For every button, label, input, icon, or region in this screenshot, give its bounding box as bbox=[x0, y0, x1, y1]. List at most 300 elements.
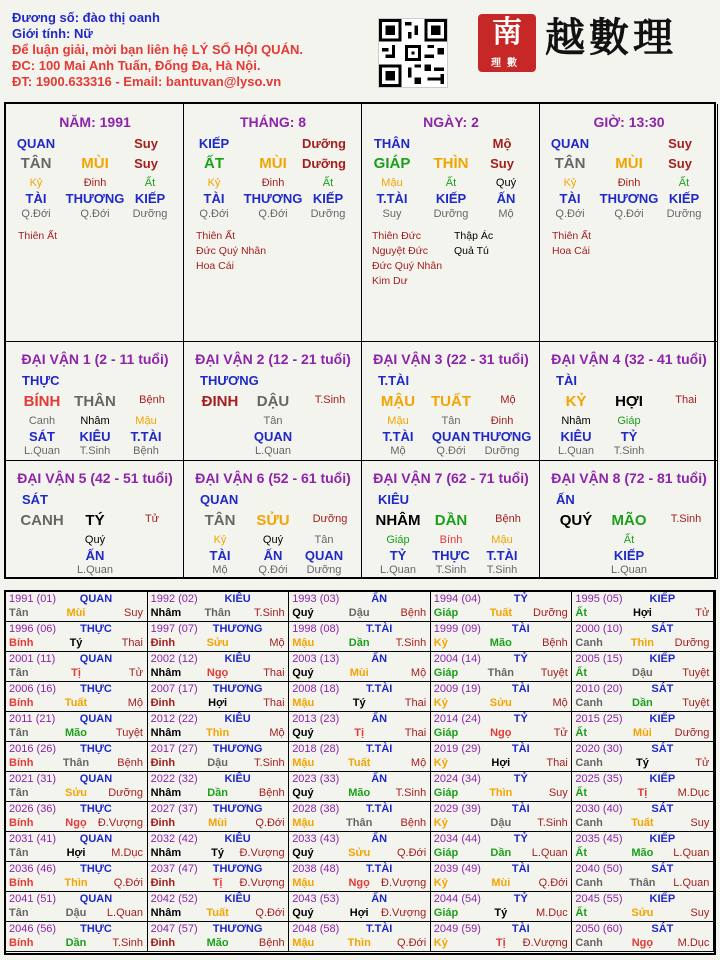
year-stem: Đinh bbox=[150, 697, 176, 709]
year-state: Đ.Vượng bbox=[239, 877, 285, 889]
year-label: 2007 (17) bbox=[150, 683, 198, 695]
year-branch: Tị bbox=[354, 727, 365, 739]
pillar-state: Suy bbox=[134, 156, 158, 171]
year-state: Đ.Vượng bbox=[522, 937, 568, 949]
year-branch: Thân bbox=[487, 667, 514, 679]
pillar-state-top: Suy bbox=[134, 136, 158, 151]
hidden-god: TÀI bbox=[209, 548, 231, 563]
year-god: THỰC bbox=[80, 683, 112, 695]
year-stem: Nhâm bbox=[150, 607, 182, 619]
hidden-note: Q.Đới bbox=[436, 445, 466, 457]
year-god: KIÊU bbox=[224, 833, 251, 845]
year-branch: Mùi bbox=[349, 667, 369, 679]
year-stem: Canh bbox=[575, 697, 603, 709]
hidden-god: ẤN bbox=[263, 548, 283, 563]
year-branch: Hợi bbox=[208, 697, 228, 709]
year-state: Thai bbox=[121, 637, 143, 649]
header-line-0 bbox=[12, 10, 160, 26]
year-stem: Canh bbox=[575, 637, 603, 649]
year-state: Q.Đới bbox=[396, 937, 427, 949]
year-label: 2026 (36) bbox=[9, 803, 57, 815]
star-item: Thiên Đức bbox=[372, 230, 422, 242]
hidden-god: KIẾP bbox=[668, 191, 700, 206]
year-label: 2045 (55) bbox=[575, 893, 623, 905]
year-state: M.Dục bbox=[111, 847, 143, 859]
year-state: Q.Đới bbox=[113, 877, 143, 889]
year-label: 2041 (51) bbox=[9, 893, 57, 905]
year-stem: Giáp bbox=[433, 607, 459, 619]
year-state: Bệnh bbox=[117, 757, 143, 769]
dai-van-god: THỰC bbox=[22, 373, 60, 388]
year-state: Tuyệt bbox=[540, 667, 568, 679]
year-label: 2031 (41) bbox=[9, 833, 57, 845]
year-god: KIẾP bbox=[649, 653, 676, 665]
year-stem: Mậu bbox=[292, 817, 315, 829]
year-branch: Dậu bbox=[632, 667, 653, 679]
year-state: Dưỡng bbox=[674, 637, 710, 649]
year-god: TÀI bbox=[511, 923, 530, 935]
star-item: Quả Tú bbox=[454, 245, 489, 257]
year-cell bbox=[6, 892, 148, 922]
hidden-stem: Tân bbox=[263, 415, 283, 427]
year-god: THƯƠNG bbox=[212, 623, 263, 635]
pillar-state-top: Suy bbox=[668, 136, 692, 151]
year-cell bbox=[431, 622, 573, 652]
year-stem: Quý bbox=[292, 907, 314, 919]
year-cell bbox=[289, 772, 431, 802]
year-god: SÁT bbox=[651, 923, 674, 935]
header-line-2 bbox=[12, 42, 303, 58]
pillars-grid bbox=[4, 102, 716, 579]
year-stem: Bính bbox=[9, 937, 34, 949]
year-label: 1993 (03) bbox=[292, 593, 340, 605]
year-cell bbox=[6, 922, 148, 952]
year-branch: Ngọ bbox=[490, 727, 512, 739]
dai-van-god: ẤN bbox=[556, 492, 575, 507]
year-state: Suy bbox=[690, 817, 710, 829]
year-cell bbox=[572, 772, 714, 802]
year-cell bbox=[6, 802, 148, 832]
pillar-stem: TÂN bbox=[554, 155, 586, 172]
year-label: 2033 (43) bbox=[292, 833, 340, 845]
hidden-note: T.Sinh bbox=[613, 445, 645, 457]
star-item: Thiên Ất bbox=[196, 230, 236, 242]
year-label: 2000 (10) bbox=[575, 623, 623, 635]
hidden-stem: Canh bbox=[28, 415, 56, 427]
hidden-stem: Mậu bbox=[135, 415, 157, 427]
hidden-stem: Tân bbox=[441, 415, 461, 427]
year-label: 1999 (09) bbox=[433, 623, 481, 635]
year-stem: Bính bbox=[9, 757, 34, 769]
year-branch: Tị bbox=[71, 667, 81, 679]
year-branch: Sửu bbox=[489, 697, 512, 709]
dai-van-god: THƯƠNG bbox=[200, 373, 259, 388]
header bbox=[0, 0, 720, 100]
year-cell bbox=[148, 892, 290, 922]
hidden-god: THƯƠNG bbox=[472, 429, 532, 444]
year-branch: Tý bbox=[635, 757, 649, 769]
hidden-god: KIẾP bbox=[312, 191, 344, 206]
hidden-god: QUAN bbox=[431, 429, 471, 444]
year-state: Suy bbox=[548, 787, 568, 799]
year-cell bbox=[148, 712, 290, 742]
dai-van-title: ĐẠI VẬN 8 (72 - 81 tuổi) bbox=[551, 470, 707, 486]
year-cell bbox=[6, 682, 148, 712]
dai-van-cell bbox=[540, 342, 718, 461]
year-god: T.TÀI bbox=[366, 623, 393, 635]
year-cell bbox=[289, 862, 431, 892]
hidden-stem: Mậu bbox=[381, 177, 403, 189]
year-branch: Hợi bbox=[491, 757, 511, 769]
year-cell bbox=[148, 802, 290, 832]
year-state: Tử bbox=[695, 607, 710, 619]
year-branch: Tý bbox=[211, 847, 225, 859]
year-state: T.Sinh bbox=[395, 787, 427, 799]
year-state: Thai bbox=[404, 697, 427, 709]
year-god: THỰC bbox=[80, 923, 112, 935]
hidden-note: Suy bbox=[382, 208, 402, 220]
year-stem: Canh bbox=[575, 817, 603, 829]
year-state: Đ.Vượng bbox=[381, 907, 427, 919]
hidden-god: T.TÀI bbox=[376, 191, 408, 206]
hidden-note: Dưỡng bbox=[484, 445, 520, 457]
year-stem: Tân bbox=[9, 667, 29, 679]
year-state: Bệnh bbox=[400, 817, 427, 829]
hidden-note: L.Quan bbox=[610, 564, 648, 576]
year-branch: Mão bbox=[65, 727, 87, 739]
year-cell bbox=[572, 742, 714, 772]
year-label: 2021 (31) bbox=[9, 773, 57, 785]
hidden-note: Mộ bbox=[390, 445, 406, 457]
year-god: QUAN bbox=[79, 773, 113, 785]
hidden-god: THƯƠNG bbox=[599, 191, 659, 206]
year-stem: Ất bbox=[575, 607, 587, 619]
hidden-note: Q.Đới bbox=[258, 564, 288, 576]
year-label: 2032 (42) bbox=[150, 833, 198, 845]
dai-van-cell bbox=[362, 342, 540, 461]
year-branch: Sửu bbox=[631, 907, 654, 919]
year-state: Đ.Vượng bbox=[381, 877, 427, 889]
year-state: Thai bbox=[263, 667, 285, 679]
dai-van-title: ĐẠI VẬN 4 (32 - 41 tuổi) bbox=[551, 351, 707, 367]
year-branch: Mão bbox=[631, 847, 654, 859]
year-god: QUAN bbox=[79, 653, 113, 665]
dai-van-title: ĐẠI VẬN 1 (2 - 11 tuổi) bbox=[21, 351, 169, 367]
year-branch: Tuất bbox=[631, 817, 654, 829]
year-label: 2002 (12) bbox=[150, 653, 198, 665]
year-god: QUAN bbox=[79, 833, 113, 845]
year-cell bbox=[289, 682, 431, 712]
hidden-god: TỶ bbox=[389, 548, 407, 563]
year-label: 2030 (40) bbox=[575, 803, 623, 815]
year-stem: Ất bbox=[575, 787, 587, 799]
hidden-god: ẤN bbox=[496, 191, 516, 206]
year-label: 2016 (26) bbox=[9, 743, 57, 755]
year-cell bbox=[431, 922, 573, 952]
year-cell bbox=[572, 832, 714, 862]
year-god: TỶ bbox=[513, 593, 528, 605]
year-cell bbox=[148, 832, 290, 862]
year-branch: Ngọ bbox=[631, 937, 654, 949]
year-branch: Sửu bbox=[348, 847, 371, 859]
hidden-note: T.Sinh bbox=[486, 564, 518, 576]
hidden-note: Q.Đới bbox=[199, 208, 229, 220]
year-label: 1998 (08) bbox=[292, 623, 340, 635]
hidden-stem: Kỷ bbox=[563, 177, 577, 189]
hidden-note: L.Quan bbox=[76, 564, 114, 576]
year-god: TÀI bbox=[511, 623, 530, 635]
year-branch: Thìn bbox=[489, 787, 513, 799]
star-item: Nguyệt Đức bbox=[372, 245, 429, 257]
year-label: 2037 (47) bbox=[150, 863, 198, 875]
hidden-stem: Ất bbox=[322, 177, 334, 189]
dai-van-state: Dưỡng bbox=[312, 513, 348, 525]
dai-van-stem: MẬU bbox=[380, 393, 416, 410]
year-branch: Tuất bbox=[64, 697, 88, 709]
dai-van-god: SÁT bbox=[22, 492, 48, 507]
year-branch: Mùi bbox=[491, 877, 511, 889]
year-stem: Nhâm bbox=[150, 847, 182, 859]
year-god: T.TÀI bbox=[366, 863, 393, 875]
hidden-note: L.Quan bbox=[557, 445, 595, 457]
year-state: Q.Đới bbox=[396, 847, 427, 859]
year-state: Suy bbox=[690, 907, 710, 919]
pillar-title: THÁNG: 8 bbox=[239, 114, 307, 130]
dai-van-stem: NHÂM bbox=[375, 512, 421, 529]
header-line-4 bbox=[12, 74, 281, 90]
year-god: KIÊU bbox=[224, 773, 251, 785]
hidden-god: ẤN bbox=[85, 548, 105, 563]
year-cell bbox=[572, 682, 714, 712]
year-stem: Giáp bbox=[433, 847, 459, 859]
year-god: TÀI bbox=[511, 863, 530, 875]
year-label: 2009 (19) bbox=[433, 683, 481, 695]
year-branch: Mão bbox=[348, 787, 371, 799]
brand-title: 越數理 bbox=[545, 14, 677, 61]
year-god: ẤN bbox=[371, 893, 388, 905]
dai-van-state: T.Sinh bbox=[670, 513, 702, 525]
year-god: T.TÀI bbox=[366, 683, 393, 695]
hidden-note: Mộ bbox=[212, 564, 228, 576]
year-label: 2038 (48) bbox=[292, 863, 340, 875]
hidden-note: Dưỡng bbox=[310, 208, 346, 220]
year-state: T.Sinh bbox=[395, 637, 427, 649]
hidden-god: TÀI bbox=[559, 191, 581, 206]
star-item: Đức Quý Nhân bbox=[372, 260, 443, 272]
year-god: THỰC bbox=[80, 803, 112, 815]
year-stem: Đinh bbox=[150, 877, 176, 889]
year-god: ẤN bbox=[371, 833, 388, 845]
year-label: 2001 (11) bbox=[9, 653, 56, 665]
year-label: 2027 (37) bbox=[150, 803, 198, 815]
year-stem: Quý bbox=[292, 787, 314, 799]
year-label: 2042 (52) bbox=[150, 893, 198, 905]
year-state: M.Dục bbox=[677, 937, 710, 949]
year-label: 1997 (07) bbox=[150, 623, 198, 635]
year-stem: Tân bbox=[9, 907, 29, 919]
year-god: THƯƠNG bbox=[212, 683, 263, 695]
year-stem: Kỷ bbox=[433, 937, 448, 949]
year-state: Q.Đới bbox=[538, 877, 568, 889]
dai-van-stem: KỶ bbox=[565, 393, 587, 410]
year-cell bbox=[431, 862, 573, 892]
dai-van-branch: SỬU bbox=[256, 512, 290, 529]
pillar-branch: MÙI bbox=[615, 155, 643, 172]
dai-van-god: T.TÀI bbox=[378, 373, 410, 388]
year-cell bbox=[6, 772, 148, 802]
year-stem: Đinh bbox=[150, 757, 176, 769]
year-label: 2023 (33) bbox=[292, 773, 340, 785]
hidden-stem: Kỷ bbox=[29, 177, 43, 189]
year-label: 2006 (16) bbox=[9, 683, 57, 695]
year-label: 1991 (01) bbox=[9, 593, 57, 605]
year-label: 2036 (46) bbox=[9, 863, 57, 875]
year-cell bbox=[572, 802, 714, 832]
hidden-stem: Đinh bbox=[83, 177, 107, 189]
star-item: Thiên Ất bbox=[552, 230, 592, 242]
year-state: Mộ bbox=[410, 757, 427, 769]
year-stem: Mậu bbox=[292, 877, 315, 889]
annual-grid bbox=[4, 590, 716, 955]
year-state: L.Quan bbox=[673, 847, 710, 859]
year-stem: Quý bbox=[292, 847, 314, 859]
year-stem: Bính bbox=[9, 877, 34, 889]
year-state: Tuyệt bbox=[682, 667, 710, 679]
hidden-god: QUAN bbox=[304, 548, 344, 563]
year-state: T.Sinh bbox=[537, 817, 568, 829]
year-stem: Nhâm bbox=[150, 727, 182, 739]
pillar-title: GIỜ: 13:30 bbox=[593, 114, 665, 130]
year-cell bbox=[148, 922, 290, 952]
year-god: QUAN bbox=[79, 713, 113, 725]
hidden-stem: Nhâm bbox=[561, 415, 591, 427]
year-label: 2013 (23) bbox=[292, 713, 340, 725]
year-label: 1995 (05) bbox=[575, 593, 623, 605]
hidden-god: KIẾP bbox=[613, 548, 645, 563]
pillar-branch: MÙI bbox=[259, 155, 287, 172]
year-stem: Nhâm bbox=[150, 787, 182, 799]
year-branch: Tuất bbox=[206, 907, 229, 919]
year-label: 2025 (35) bbox=[575, 773, 623, 785]
year-stem: Nhâm bbox=[150, 667, 182, 679]
dai-van-state: T.Sinh bbox=[314, 394, 346, 406]
year-god: TỶ bbox=[513, 833, 528, 845]
hidden-note: Q.Đới bbox=[80, 208, 110, 220]
year-stem: Giáp bbox=[433, 727, 459, 739]
year-cell bbox=[148, 622, 290, 652]
hidden-note: Bệnh bbox=[133, 445, 159, 457]
year-cell bbox=[431, 802, 573, 832]
star-item: Hoa Cái bbox=[196, 260, 234, 272]
year-state: L.Quan bbox=[673, 877, 710, 889]
year-label: 2017 (27) bbox=[150, 743, 198, 755]
year-stem: Ất bbox=[575, 847, 587, 859]
star-item: Thập Ác bbox=[454, 230, 494, 242]
year-cell bbox=[572, 862, 714, 892]
year-cell bbox=[289, 712, 431, 742]
year-state: Dưỡng bbox=[533, 607, 568, 619]
hidden-god: THƯƠNG bbox=[243, 191, 303, 206]
year-branch: Thân bbox=[204, 607, 231, 619]
year-cell bbox=[148, 742, 290, 772]
year-cell bbox=[148, 652, 290, 682]
year-state: M.Dục bbox=[677, 787, 710, 799]
year-label: 2018 (28) bbox=[292, 743, 340, 755]
year-state: M.Dục bbox=[536, 907, 568, 919]
hidden-stem: Tân bbox=[314, 534, 334, 546]
year-branch: Tuất bbox=[347, 757, 371, 769]
dai-van-title: ĐẠI VẬN 7 (62 - 71 tuổi) bbox=[373, 470, 529, 486]
dai-van-cell bbox=[184, 342, 362, 461]
hidden-stem: Ất bbox=[445, 177, 457, 189]
year-branch: Tý bbox=[69, 637, 83, 649]
year-cell bbox=[6, 832, 148, 862]
header-line-value: Nữ bbox=[73, 26, 93, 41]
header-line-3 bbox=[12, 58, 260, 74]
hidden-note: Dưỡng bbox=[433, 208, 469, 220]
pillar-branch: THÌN bbox=[433, 155, 469, 172]
year-god: ẤN bbox=[371, 653, 388, 665]
dai-van-branch: DẦN bbox=[434, 512, 468, 529]
hidden-god: SÁT bbox=[29, 429, 55, 444]
hidden-stem: Kỷ bbox=[213, 534, 227, 546]
hidden-god: T.TÀI bbox=[382, 429, 414, 444]
year-stem: Tân bbox=[9, 847, 29, 859]
seal-logo bbox=[478, 14, 536, 72]
year-god: THƯƠNG bbox=[212, 803, 263, 815]
dai-van-stem: ĐINH bbox=[201, 393, 239, 410]
year-god: THỰC bbox=[80, 743, 112, 755]
year-label: 2008 (18) bbox=[292, 683, 340, 695]
year-god: T.TÀI bbox=[366, 923, 393, 935]
year-stem: Ất bbox=[575, 907, 587, 919]
hidden-god: T.TÀI bbox=[130, 429, 162, 444]
year-state: Mộ bbox=[269, 727, 285, 739]
hidden-stem: Đinh bbox=[617, 177, 641, 189]
year-state: Đ.Vượng bbox=[239, 847, 285, 859]
header-line-label: Giới tính: bbox=[12, 26, 74, 41]
dai-van-stem: CANH bbox=[20, 512, 64, 529]
year-cell bbox=[431, 682, 573, 712]
year-cell bbox=[6, 712, 148, 742]
pillar-stem: TÂN bbox=[20, 155, 52, 172]
year-label: 2047 (57) bbox=[150, 923, 198, 935]
qr-code-icon bbox=[378, 18, 448, 88]
pillar-stem: ẤT bbox=[204, 155, 224, 172]
year-branch: Thân bbox=[346, 817, 373, 829]
pillar-god: QUAN bbox=[16, 136, 56, 151]
dai-van-state: Tử bbox=[144, 513, 160, 525]
year-branch: Thân bbox=[62, 757, 90, 769]
year-label: 2034 (44) bbox=[433, 833, 481, 845]
hidden-stem: Ất bbox=[678, 177, 690, 189]
year-stem: Mậu bbox=[292, 697, 315, 709]
year-stem: Mậu bbox=[292, 637, 315, 649]
hidden-stem: Bính bbox=[439, 534, 463, 546]
year-label: 2040 (50) bbox=[575, 863, 623, 875]
dai-van-cell bbox=[540, 461, 718, 579]
year-branch: Tuất bbox=[489, 607, 512, 619]
hidden-god: QUAN bbox=[253, 429, 293, 444]
hidden-stem: Quý bbox=[495, 177, 517, 189]
year-branch: Hợi bbox=[632, 607, 652, 619]
year-cell bbox=[6, 622, 148, 652]
pillar-cell bbox=[362, 104, 540, 342]
year-cell bbox=[289, 652, 431, 682]
year-god: SÁT bbox=[651, 623, 674, 635]
year-label: 2015 (25) bbox=[575, 713, 623, 725]
dai-van-branch: HỢI bbox=[615, 393, 643, 410]
